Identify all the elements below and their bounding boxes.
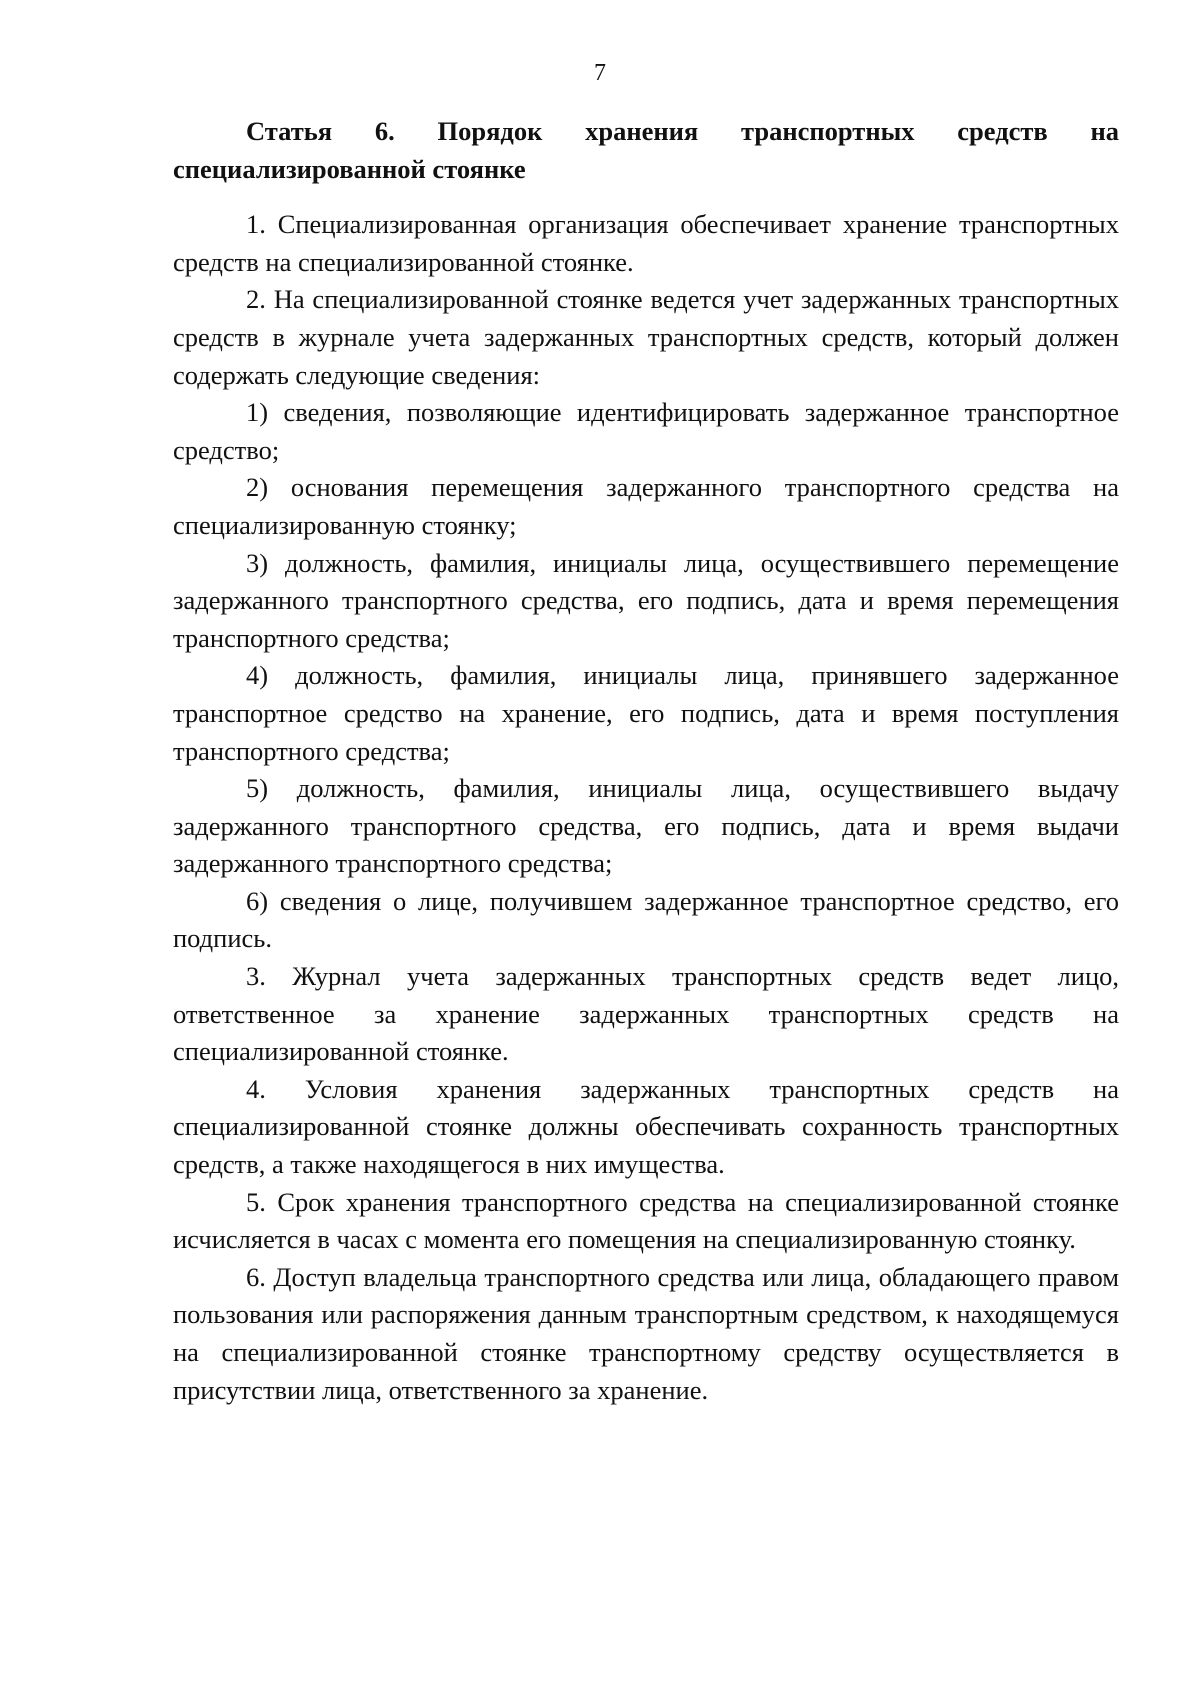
list-item-3: 3) должность, фамилия, инициалы лица, осуществившего перемещение задержанного транспортного средства, его подпись, дата и время перемещения транспортного средства; — [173, 547, 1119, 653]
paragraph-2: 2. На специализированной стоянке ведется учет задержанных транспортных средств в журнале учета задержанных транспортных средств, который должен содержать следующие сведения: — [173, 284, 1119, 390]
paragraph-4: 4. Условия хранения задержанных транспортных средств на специализированной стоянке должны обеспечивать сохранность транспортных средств, а также находящегося в них имущества. — [173, 1073, 1119, 1180]
list-item-2: 2) основания перемещения задержанного транспортного средства на специализированную стоянку; — [173, 472, 1119, 540]
paragraph-3: 3. Журнал учета задержанных транспортных средств ведет лицо, ответственное за хранение задержанных транспортных средств на специализированной стоянке. — [173, 961, 1119, 1067]
list-item-4: 4) должность, фамилия, инициалы лица, принявшего задержанное транспортное средство на хранение, его подпись, дата и время поступления транспортного средства; — [173, 660, 1119, 766]
list-item-1: 1) сведения, позволяющие идентифицировать задержанное транспортное средство; — [173, 397, 1119, 465]
paragraph-5: 5. Срок хранения транспортного средства на специализированной стоянке исчисляется в часах с момента его помещения на специализированную стоянку. — [173, 1186, 1119, 1255]
list-item-6: 6) сведения о лице, получившем задержанное транспортное средство, его подпись. — [173, 885, 1119, 954]
list-item-5: 5) должность, фамилия, инициалы лица, осуществившего выдачу задержанного транспортного средства, его подпись, дата и время выдачи задержанного транспортного средства; — [173, 773, 1119, 879]
paragraph-6: 6. Доступ владельца транспортного средства или лица, обладающего правом пользования или распоряжения данным транспортным средством, к находящемуся на специализированной стоянке транспортному средству осуществляется в присутствии лица, ответственного за хранение. — [173, 1261, 1119, 1405]
page-number: 7 — [594, 60, 606, 86]
paragraph-1: 1. Специализированная организация обеспечивает хранение транспортных средств на специализированной стоянке. — [173, 209, 1119, 277]
article-heading: Статья 6. Порядок хранения транспортных средств на специализированной стоянке — [173, 116, 1119, 184]
document-body — [173, 113, 1119, 1409]
